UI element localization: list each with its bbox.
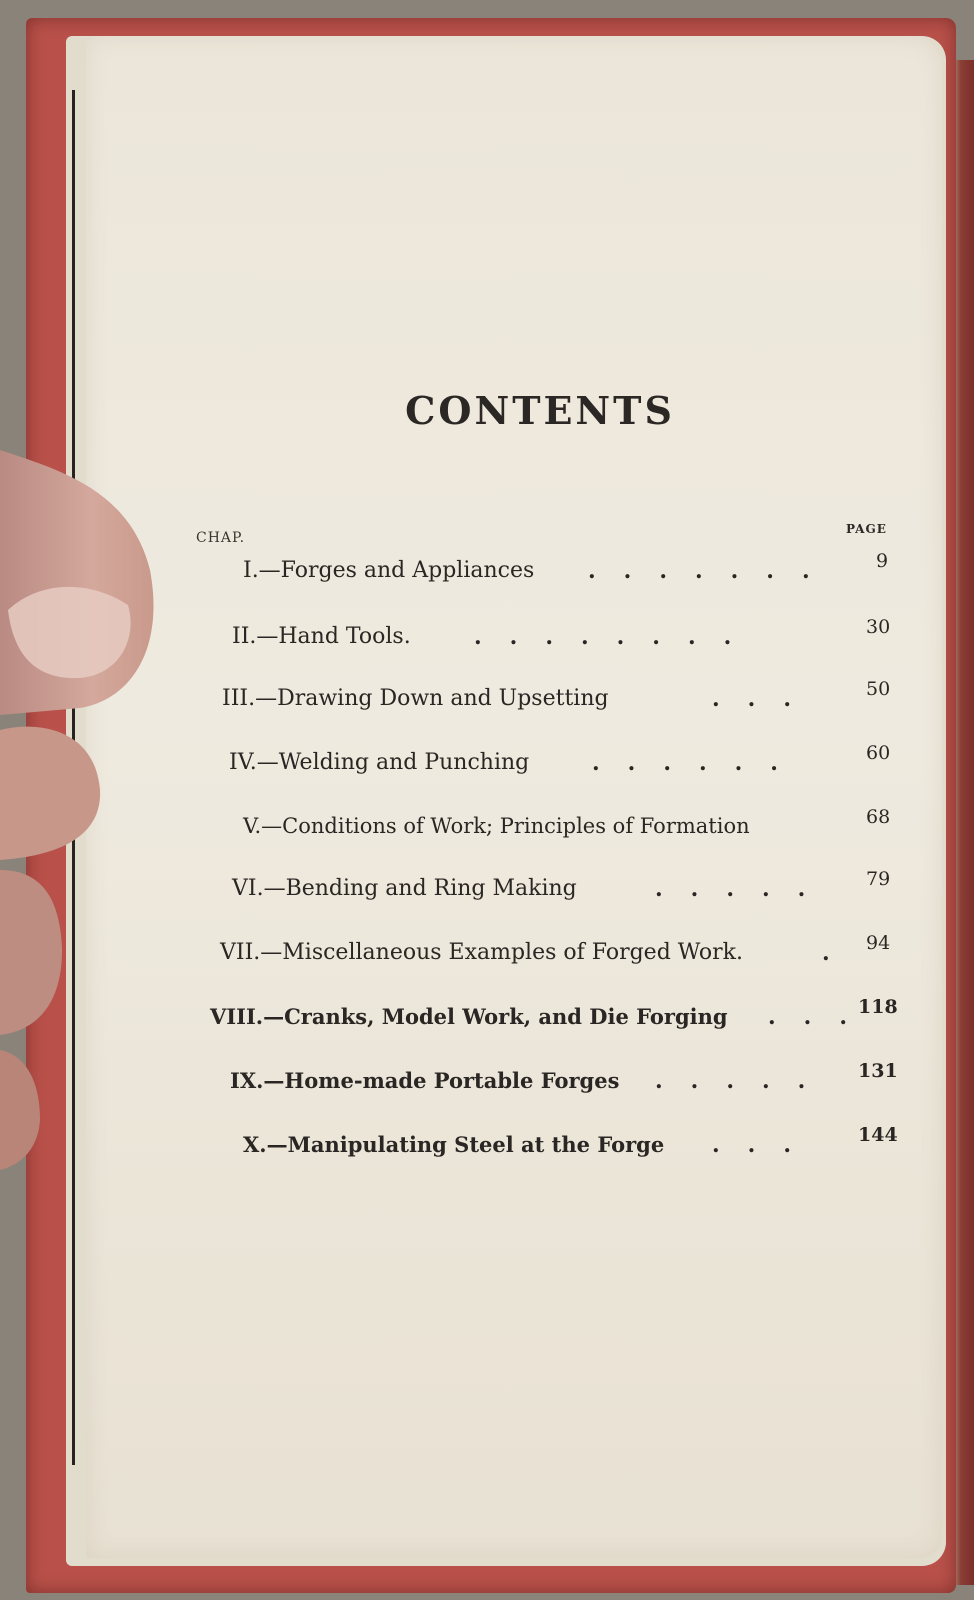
toc-entry-page: 144 [858, 1124, 898, 1146]
toc-entry-dots: . [822, 940, 858, 966]
toc-entry-title: VII.—Miscellaneous Examples of Forged Work. [220, 940, 743, 965]
toc-entry-dots: ... [712, 1132, 819, 1158]
toc-entry-page: 131 [858, 1060, 898, 1082]
toc-entry-page: 68 [866, 806, 891, 828]
toc-entry-page: 50 [866, 678, 891, 700]
toc-entry-title: IX.—Home-made Portable Forges [230, 1068, 620, 1093]
toc-entry-dots: ..... [655, 1068, 834, 1094]
page-column-label: PAGE [846, 522, 887, 536]
toc-entry-page: 60 [866, 742, 891, 764]
toc-entry-title: V.—Conditions of Work; Principles of Formation [243, 814, 750, 838]
toc-entry-page: 79 [866, 868, 891, 890]
toc-entry-title: VI.—Bending and Ring Making [232, 876, 577, 901]
toc-entry-dots: ... [768, 1004, 875, 1030]
thumb-holding-page [0, 430, 160, 1170]
toc-entry-title: X.—Manipulating Steel at the Forge [243, 1132, 665, 1157]
toc-entry-page: 30 [866, 616, 891, 638]
toc-entry-dots: ..... [655, 876, 834, 902]
toc-entry-page: 9 [876, 550, 889, 572]
chap-column-label: CHAP. [196, 530, 246, 546]
toc-entry-title: I.—Forges and Appliances [243, 558, 535, 583]
page-title: CONTENTS [405, 388, 675, 433]
toc-entry-dots: ... [712, 686, 819, 712]
toc-entry-dots: ....... [588, 558, 838, 584]
toc-entry-dots: ........ [474, 624, 760, 650]
toc-entry-page: 118 [858, 996, 898, 1018]
toc-entry-title: III.—Drawing Down and Upsetting [222, 686, 609, 711]
toc-entry-title: VIII.—Cranks, Model Work, and Die Forging [210, 1004, 728, 1029]
toc-entry-title: IV.—Welding and Punching [229, 750, 530, 775]
toc-entry-page: 94 [866, 932, 891, 954]
toc-entry-dots: ...... [592, 750, 806, 776]
toc-entry-title: II.—Hand Tools. [232, 624, 411, 649]
book-page [86, 36, 942, 1558]
